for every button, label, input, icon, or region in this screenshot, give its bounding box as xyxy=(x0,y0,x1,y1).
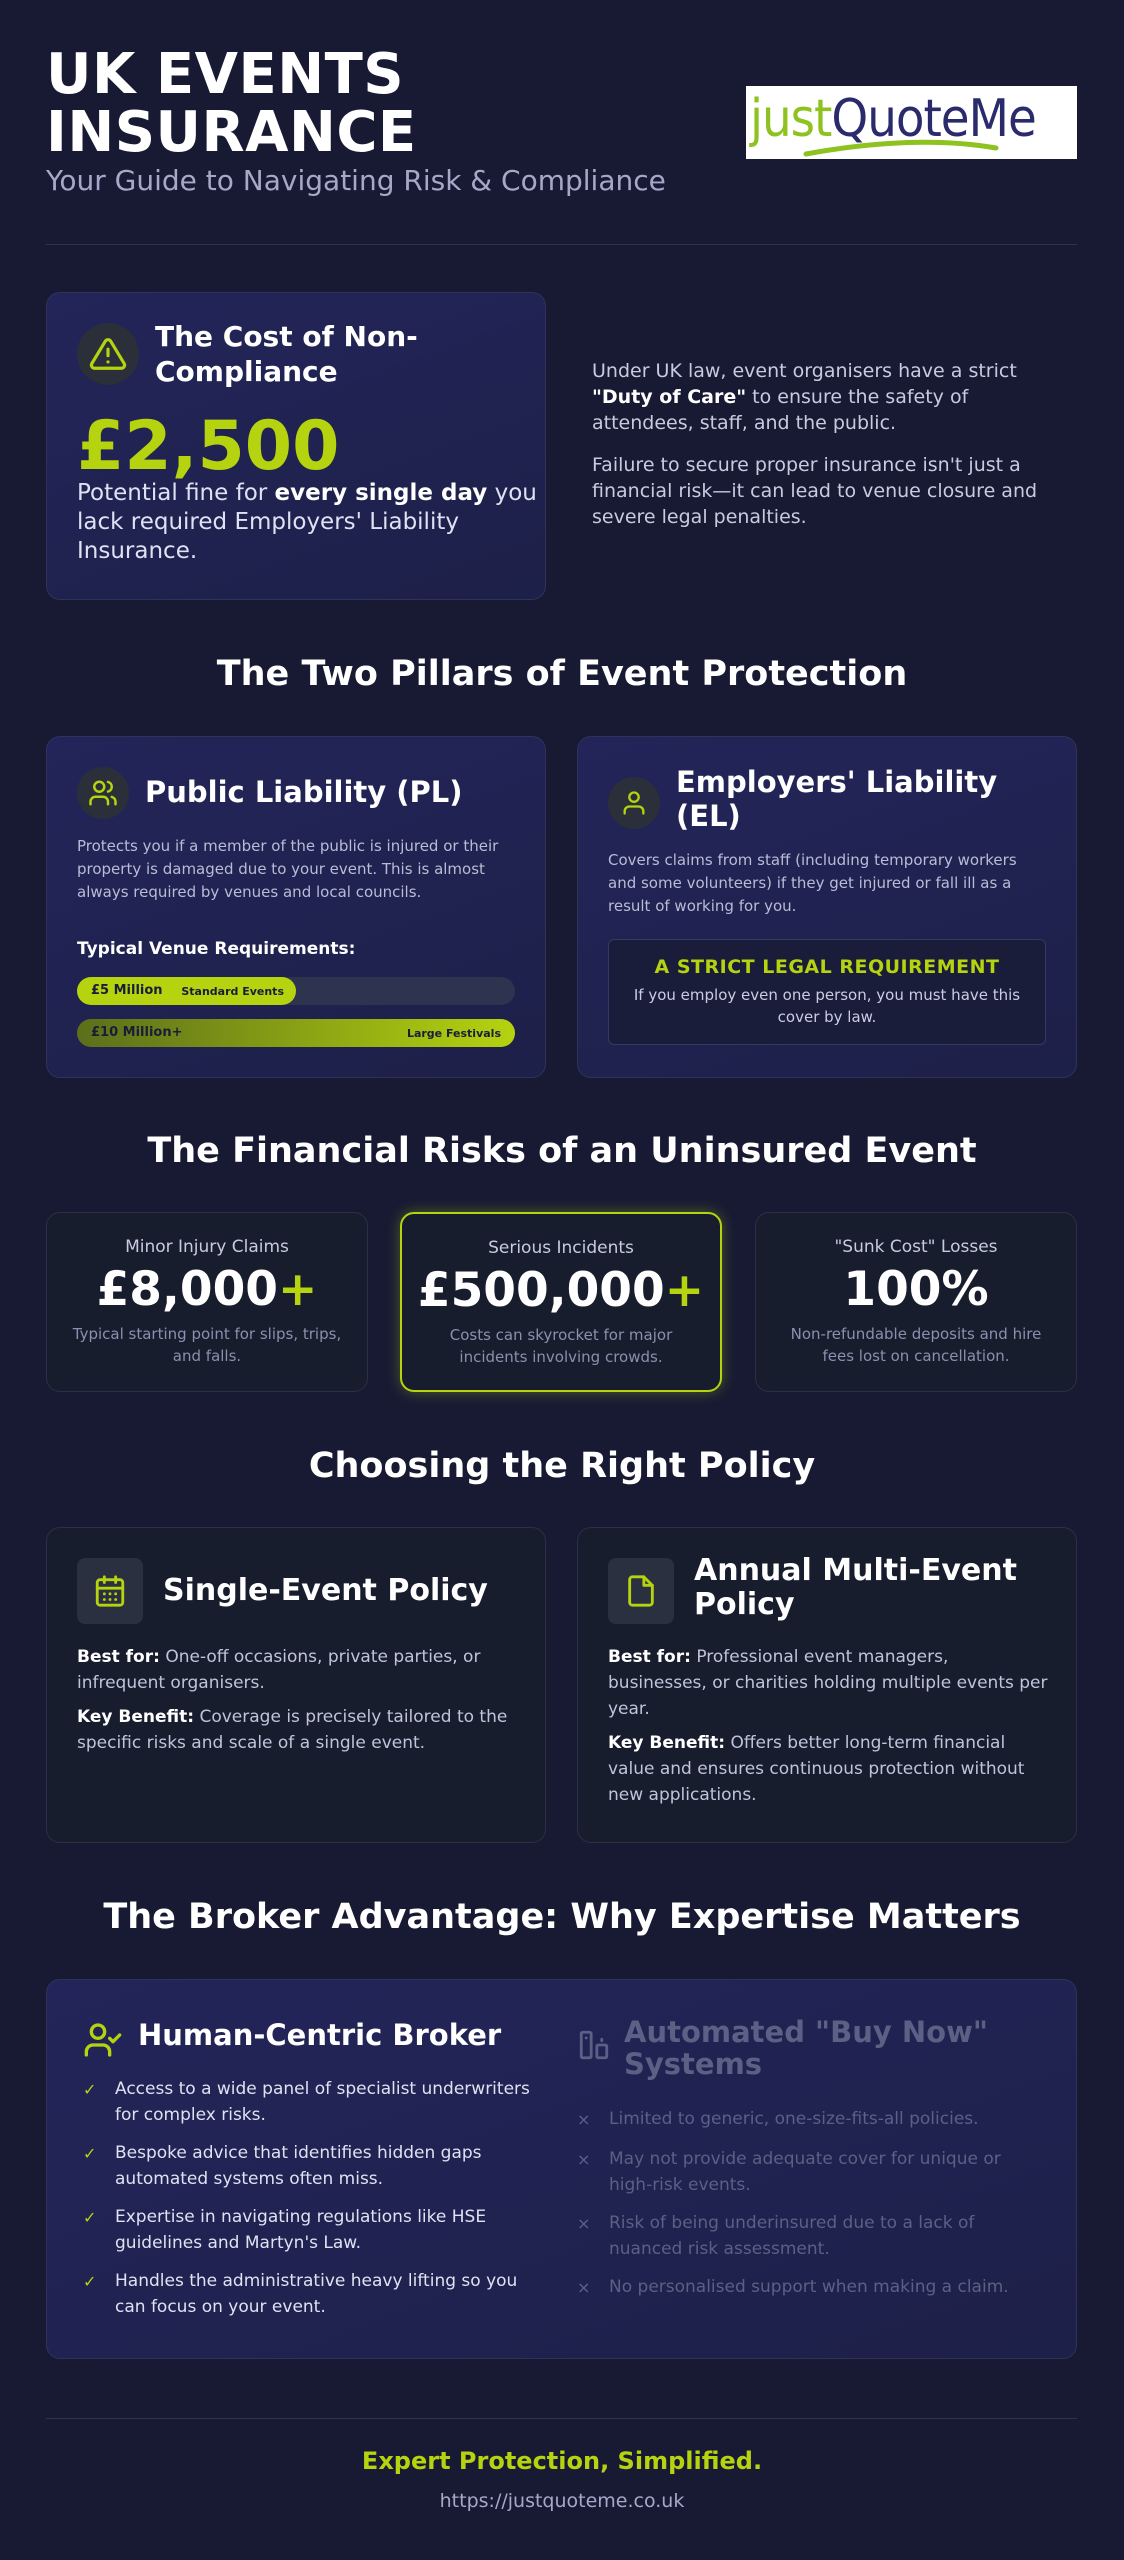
requirement-bar-tag: Standard Events xyxy=(181,985,284,998)
public-liability-description: Protects you if a member of the public is injured or their property is damaged due to your event. This is almost always required by venues and local councils. xyxy=(77,837,499,901)
requirement-bar-fill xyxy=(77,1019,515,1047)
drawback-text: Limited to generic, one-size-fits-all policies. xyxy=(609,2109,979,2129)
single-event-policy-title: Single-Event Policy xyxy=(163,1573,488,1608)
document-icon xyxy=(608,1558,674,1624)
drawback-text: Risk of being underinsured due to a lack of nuanced risk assessment. xyxy=(609,2213,975,2259)
cross-icon: × xyxy=(577,2278,591,2297)
key-benefit-text: Offers better long-term financial value and ensures continuous protection without new applications. xyxy=(608,1733,1025,1805)
risk-description: Typical starting point for slips, trips, and falls. xyxy=(72,1325,342,1365)
calendar-icon xyxy=(77,1558,143,1624)
logo-swoosh-icon xyxy=(746,86,1077,159)
benefit-text: Bespoke advice that identifies hidden gaps automated systems often miss. xyxy=(115,2143,482,2189)
page-title-line-1: UK EVENTS xyxy=(46,42,405,107)
risk-plus: + xyxy=(664,1263,705,1318)
risk-description: Costs can skyrocket for major incidents involving crowds. xyxy=(449,1326,673,1366)
benefit-text: Access to a wide panel of specialist underwriters for complex risks. xyxy=(115,2079,530,2125)
human-broker-title: Human-Centric Broker xyxy=(138,2018,502,2052)
fine-desc-text: Potential fine for xyxy=(77,480,275,506)
public-liability-card xyxy=(46,736,546,1078)
header-divider xyxy=(46,244,1077,245)
employers-liability-description: Covers claims from staff (including temporary workers and some volunteers) if they get injured or fall ill as a result of working for you. xyxy=(608,851,1017,915)
cross-icon: × xyxy=(577,2110,591,2129)
footer-divider xyxy=(46,2418,1077,2419)
risk-label: Serious Incidents xyxy=(488,1238,634,1258)
drawback-text: May not provide adequate cover for unique or high-risk events. xyxy=(609,2149,1001,2195)
requirement-bar-10m xyxy=(77,1019,515,1047)
automated-systems-drawback xyxy=(577,2106,1037,2132)
check-icon: ✓ xyxy=(83,2144,97,2163)
risk-label: Minor Injury Claims xyxy=(125,1237,289,1257)
best-for-label: Best for: xyxy=(77,1647,160,1667)
user-icon xyxy=(608,777,660,829)
drawback-text: No personalised support when making a claim. xyxy=(609,2277,1009,2297)
key-benefit-label: Key Benefit: xyxy=(77,1707,195,1727)
check-icon: ✓ xyxy=(83,2080,97,2099)
legal-requirement-heading: A STRICT LEGAL REQUIREMENT xyxy=(654,956,1000,978)
single-event-key-benefit xyxy=(77,1704,517,1756)
risk-amount: £500,000 xyxy=(417,1263,665,1318)
risks-section-title: The Financial Risks of an Uninsured Event xyxy=(147,1131,977,1171)
check-icon: ✓ xyxy=(83,2272,97,2291)
benefit-text: Expertise in navigating regulations like HSE guidelines and Martyn's Law. xyxy=(115,2207,487,2253)
check-icon: ✓ xyxy=(83,2208,97,2227)
policies-section-title: Choosing the Right Policy xyxy=(308,1446,816,1486)
risk-label: "Sunk Cost" Losses xyxy=(834,1237,998,1257)
human-broker-benefit xyxy=(83,2204,543,2256)
penalties-paragraph: Failure to secure proper insurance isn't just a financial risk—it can lead to venue closure and severe legal penalties. xyxy=(592,454,1038,528)
annual-key-benefit xyxy=(608,1730,1048,1808)
intro-text-end: to ensure the safety of attendees, staff, and the public. xyxy=(592,386,969,434)
risk-card-sunk-cost xyxy=(755,1212,1077,1392)
best-for-label: Best for: xyxy=(608,1647,691,1667)
logo-text-just: just xyxy=(750,89,832,149)
single-event-best-for xyxy=(77,1644,517,1696)
footer-tagline: Expert Protection, Simplified. xyxy=(361,2447,763,2475)
requirement-bar-amount: £5 Million xyxy=(91,983,163,998)
cross-icon: × xyxy=(577,2150,591,2169)
risk-value xyxy=(756,1261,1076,1319)
annual-best-for xyxy=(608,1644,1048,1722)
single-event-policy-card xyxy=(46,1527,546,1843)
legal-requirement-text: If you employ even one person, you must have this cover by law. xyxy=(633,986,1021,1026)
broker-section-title: The Broker Advantage: Why Expertise Matters xyxy=(103,1897,1021,1937)
risk-card-minor-injury xyxy=(46,1212,368,1392)
duty-of-care-paragraph xyxy=(592,358,1062,436)
automated-systems-drawback xyxy=(577,2210,1037,2262)
fine-amount: £2,500 xyxy=(77,407,340,486)
risk-card-serious-incidents xyxy=(400,1212,722,1392)
risk-plus: + xyxy=(277,1262,318,1317)
pillars-section-title: The Two Pillars of Event Protection xyxy=(216,654,908,694)
employers-liability-card xyxy=(577,736,1077,1078)
automated-systems-title: Automated "Buy Now" Systems xyxy=(624,2015,989,2081)
broker-comparison-card xyxy=(46,1979,1077,2359)
annual-policy-title: Annual Multi-Event Policy xyxy=(694,1553,1017,1622)
page-subtitle: Your Guide to Navigating Risk & Compliance xyxy=(46,164,666,197)
automated-systems-drawback xyxy=(577,2146,1037,2198)
employers-liability-title: Employers' Liability (EL) xyxy=(676,765,998,833)
requirement-bar-amount: £10 Million+ xyxy=(91,1025,183,1040)
key-benefit-label: Key Benefit: xyxy=(608,1733,726,1753)
legal-requirement-box xyxy=(608,939,1046,1045)
cost-heading: The Cost of Non-Compliance xyxy=(155,320,418,388)
page-title-line-2: INSURANCE xyxy=(46,100,417,165)
justquoteme-logo[interactable] xyxy=(746,86,1077,159)
user-check-icon xyxy=(83,2020,123,2064)
footer-url-link[interactable]: https://justquoteme.co.uk xyxy=(439,2490,685,2512)
key-benefit-text: Coverage is precisely tailored to the specific risks and scale of a single event. xyxy=(77,1707,508,1753)
warning-icon xyxy=(77,323,139,385)
venue-requirements-label: Typical Venue Requirements: xyxy=(77,939,356,959)
server-icon xyxy=(577,2028,611,2066)
public-liability-title: Public Liability (PL) xyxy=(145,775,463,809)
risk-description: Non-refundable deposits and hire fees lost on cancellation. xyxy=(790,1325,1042,1365)
human-broker-benefit xyxy=(83,2076,543,2128)
human-broker-benefit xyxy=(83,2268,543,2320)
risk-amount: 100% xyxy=(843,1262,989,1317)
requirement-bar-5m xyxy=(77,977,515,1005)
logo-text-quoteme: QuoteMe xyxy=(831,89,1036,149)
cross-icon: × xyxy=(577,2214,591,2233)
benefit-text: Handles the administrative heavy lifting so you can focus on your event. xyxy=(115,2271,518,2317)
users-icon xyxy=(77,767,129,819)
fine-description xyxy=(77,479,537,566)
intro-text: Under UK law, event organisers have a strict xyxy=(592,360,1017,382)
cost-of-non-compliance-card xyxy=(46,292,546,600)
risk-amount: £8,000 xyxy=(96,1262,278,1317)
best-for-text: One-off occasions, private parties, or infrequent organisers. xyxy=(77,1647,481,1693)
requirement-bar-tag: Large Festivals xyxy=(406,1027,501,1040)
best-for-text: Professional event managers, businesses, or charities holding multiple events per year. xyxy=(608,1647,1048,1719)
annual-policy-card xyxy=(577,1527,1077,1843)
requirement-bar-fill xyxy=(77,977,296,1005)
duty-of-care-term: "Duty of Care" xyxy=(592,386,747,408)
fine-desc-emphasis: every single day xyxy=(274,480,488,506)
page-title xyxy=(46,42,417,165)
human-broker-benefit xyxy=(83,2140,543,2192)
automated-systems-drawback xyxy=(577,2274,1037,2300)
risk-value xyxy=(402,1262,720,1320)
risk-value xyxy=(47,1261,367,1319)
fine-desc-text-end: you lack required Employers' Liability Insurance. xyxy=(77,480,537,564)
